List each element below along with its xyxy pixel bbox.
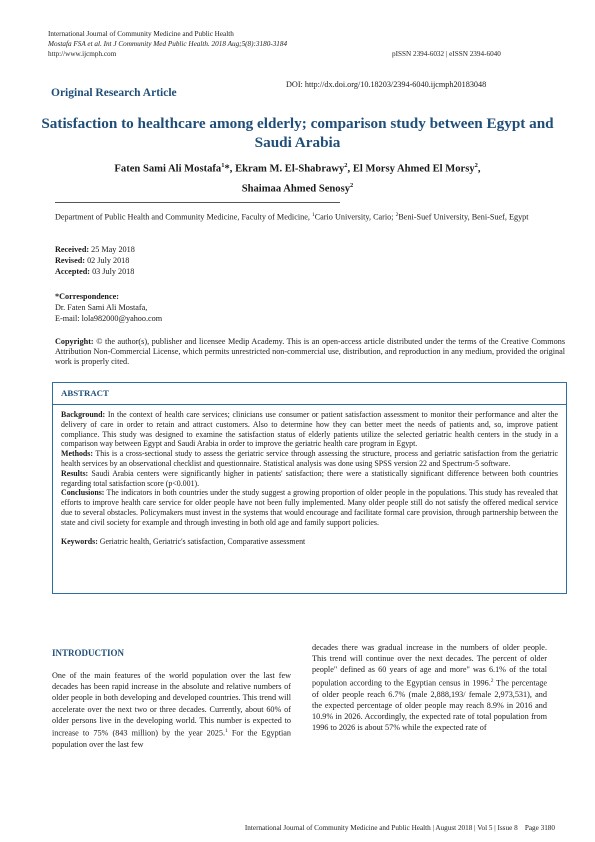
intro-right-text: decades there was gradual increase in the numbers of older people. This trend will continue over the next decades. The percent of older people" defined as 60 years of age and more" was 6.1% of the total population according to the Egyptian census in 1996. bbox=[312, 643, 547, 688]
abstract-conclusions bbox=[61, 488, 558, 527]
conclusions-text: The indicators in both countries under the study suggest a growing proportion of older people in the populations. This study has revealed that efforts to improve health care service for older people have not been fully implemented. Many older people still do not satisfy the offered medical service due to several obstacles. Policymakers must invest in the systems that would encourage and facilitate formal care provision, through partnership between the state and civil society for example and through investing in both old age and family support policies. bbox=[61, 488, 558, 527]
accepted-value: 03 July 2018 bbox=[90, 267, 135, 276]
author-3-affil: 2 bbox=[474, 162, 478, 169]
intro-left-column bbox=[52, 670, 291, 750]
keywords-text: Geriatric health, Geriatric's satisfaction, Comparative assessment bbox=[97, 536, 306, 546]
abstract-results bbox=[61, 469, 558, 489]
intro-left-text-2: For the Egyptian population over the last few bbox=[52, 728, 291, 749]
intro-right-ref: 2 bbox=[490, 677, 494, 684]
background-text: In the context of health care services; clinicians use consumer or patient satisfaction assessment to monitor their performance and alter the delivery of care in order to retain and attract customers. Also to determine how they can better meet the needs of patients and, so, improve patient compliance. This study was designed to examine the satisfaction status of elderly patients utilize the selected geriatric health centers in the study in a comparison way between Egypt and Saudi Arabia in order to improve the geriatric health care program in Egypt. bbox=[61, 410, 558, 449]
background-label: Background: bbox=[61, 410, 106, 419]
author-4: Shaimaa Ahmed Senosy bbox=[241, 183, 351, 195]
revised-label: Revised: bbox=[55, 256, 86, 265]
copyright-notice bbox=[55, 337, 565, 368]
journal-name: International Journal of Community Medicine and Public Health bbox=[48, 30, 234, 38]
keywords-label: Keywords: bbox=[61, 536, 98, 546]
intro-right-column bbox=[312, 642, 547, 733]
citation: Mostafa FSA et al. Int J Community Med Public Health. 2018 Aug;5(8):3180-3184 bbox=[48, 40, 288, 48]
accepted-date bbox=[55, 267, 134, 277]
page-footer: International Journal of Community Medicine and Public Health | August 2018 | Vol 5 | Issue 8 Page 3180 bbox=[244, 824, 555, 832]
affiliation-benisuef: Beni-Suef University, Beni-Suef, Egypt bbox=[398, 212, 529, 222]
affiliation-sup-2: 2 bbox=[395, 212, 399, 218]
title-divider bbox=[55, 202, 340, 203]
correspondence-name: Dr. Faten Sami Ali Mostafa, bbox=[55, 303, 148, 312]
author-4-affil: 2 bbox=[350, 181, 354, 189]
article-type: Original Research Article bbox=[51, 87, 177, 99]
author-3-end: , bbox=[477, 163, 481, 175]
abstract-background bbox=[61, 410, 558, 449]
author-2: Ekram M. El-Shabrawy bbox=[232, 163, 345, 175]
conclusions-label: Conclusions: bbox=[61, 488, 105, 498]
accepted-label: Accepted: bbox=[55, 267, 91, 276]
abstract-body bbox=[61, 410, 558, 546]
correspondence-email[interactable]: E-mail: lola982000@yahoo.com bbox=[55, 314, 163, 323]
abstract-methods bbox=[61, 449, 558, 469]
abstract-heading: ABSTRACT bbox=[61, 388, 109, 398]
doi[interactable]: DOI: http://dx.doi.org/10.18203/2394-6040.ijcmph20183048 bbox=[286, 80, 487, 89]
author-1: Faten Sami Ali Mostafa bbox=[114, 163, 222, 175]
results-text: Saudi Arabia centers were significantly higher in patients' satisfaction; there were a statistically significant difference between both countries regarding total satisfaction score (p<0.001). bbox=[61, 468, 558, 488]
author-1-mark: *, bbox=[224, 163, 233, 175]
received-value: 25 May 2018 bbox=[89, 245, 135, 254]
revised-date bbox=[55, 256, 129, 266]
correspondence-label: *Correspondence: bbox=[55, 292, 119, 301]
intro-heading: INTRODUCTION bbox=[52, 648, 125, 658]
intro-right-text-2: The percentage of older people reach 6.7% (male 2,888,193/ female 2,973,531), and the expected percentage of older people may reach 8.9% in 2016 and 10.9% in 2026. Accordingly, the expected rate of total population from 1996 to 2026 is about 57% while the expected rate of bbox=[312, 678, 547, 733]
author-3: , El Morsy Ahmed El Morsy bbox=[347, 163, 475, 175]
methods-text: This is a cross-sectional study to assess the geriatric service through assessing the structure, process and geriatric satisfaction from the geriatric health services by an observational checklist and questionnaire. Statistical analysis was done using SPSS version 22 and Spectrum-5 software. bbox=[61, 449, 558, 468]
intro-left-text: One of the main features of the world population over the last few decades has been rapid increase in the absolute and relative numbers of older people in both developing and developed countries. This trend will accelerate over the next two or three decades. Currently, about 60% of older persons live in the developing world. This number is expected to increase to 75% (843 million) by the year 2025. bbox=[52, 671, 291, 738]
copyright-label: Copyright: bbox=[55, 337, 94, 346]
affiliation-cairo: Cario University, Cario; bbox=[314, 212, 396, 222]
affiliation bbox=[55, 210, 565, 223]
intro-left-ref: 1 bbox=[225, 728, 228, 735]
methods-label: Methods: bbox=[61, 449, 93, 459]
author-1-affil: 1 bbox=[221, 162, 225, 169]
paper-title: Satisfaction to healthcare among elderly; comparison study between Egypt and Saudi Arabia bbox=[41, 115, 554, 151]
abstract-box bbox=[52, 382, 567, 594]
received-label: Received: bbox=[55, 245, 90, 254]
abstract-divider bbox=[53, 404, 566, 405]
copyright-text: © the author(s), publisher and licensee Medip Academy. This is an open-access article distributed under the terms of the Creative Commons Attribution Non-Commercial License, which permits unrestricted non-commercial use, distribution, and reproduction in any medium, provided the original work is properly cited. bbox=[55, 337, 565, 367]
affiliation-sup-1: 1 bbox=[311, 212, 315, 218]
author-list bbox=[40, 158, 555, 197]
author-2-affil: 2 bbox=[344, 162, 348, 169]
abstract-keywords bbox=[61, 537, 558, 547]
affiliation-dept: Department of Public Health and Community Medicine, Faculty of Medicine, bbox=[55, 212, 312, 222]
issn: pISSN 2394-6032 | eISSN 2394-6040 bbox=[392, 50, 501, 58]
journal-url[interactable]: http://www.ijcmph.com bbox=[48, 50, 117, 58]
results-label: Results: bbox=[61, 468, 89, 478]
revised-value: 02 July 2018 bbox=[85, 256, 130, 265]
received-date bbox=[55, 245, 135, 255]
